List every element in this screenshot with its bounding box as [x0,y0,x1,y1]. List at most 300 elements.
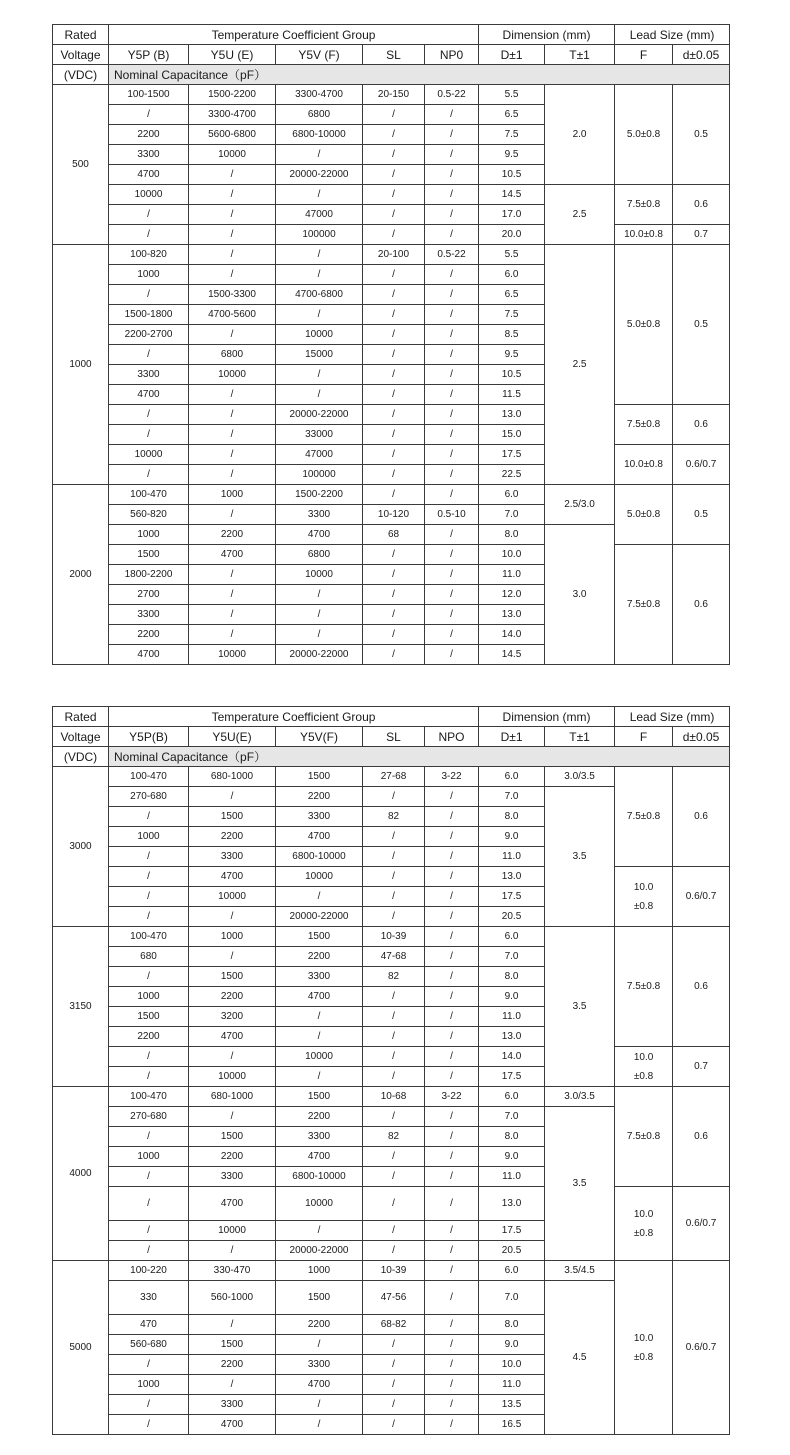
d-dimension-cell: 8.0 [479,807,545,827]
y5u-cell: 10000 [189,145,276,165]
y5p-cell: / [109,425,189,445]
y5u-cell: 3300-4700 [189,105,276,125]
d-dimension-cell: 9.0 [479,1147,545,1167]
lead-d-cell: 0.6/0.7 [673,867,730,927]
y5v-cell: / [276,245,363,265]
sl-cell: / [363,1167,425,1187]
column-header-lead-d: d±0.05 [673,45,730,65]
sl-cell: / [363,605,425,625]
y5p-cell: / [109,907,189,927]
y5u-cell: 1500-2200 [189,85,276,105]
y5p-cell: / [109,807,189,827]
rated-label: Rated [53,25,109,45]
np0-cell: / [425,1261,479,1281]
d-dimension-cell: 6.5 [479,105,545,125]
y5v-cell: / [276,1415,363,1435]
sl-cell: / [363,1221,425,1241]
y5v-cell: 15000 [276,345,363,365]
np0-cell: / [425,585,479,605]
y5v-cell: 4700 [276,987,363,1007]
y5p-cell: / [109,887,189,907]
d-dimension-cell: 10.0 [479,545,545,565]
y5p-cell: 2200-2700 [109,325,189,345]
y5u-cell: / [189,385,276,405]
y5v-cell: / [276,145,363,165]
y5v-cell: 3300 [276,1127,363,1147]
np0-cell: / [425,225,479,245]
d-dimension-cell: 14.0 [479,1047,545,1067]
sl-cell: / [363,425,425,445]
y5v-cell: 20000-22000 [276,405,363,425]
y5u-cell: 1000 [189,485,276,505]
d-dimension-cell: 8.5 [479,325,545,345]
sl-cell: 47-56 [363,1281,425,1315]
capacitor-spec-table-1 [52,24,730,665]
y5u-cell: 1000 [189,927,276,947]
d-dimension-cell: 17.5 [479,1221,545,1241]
y5p-cell: 3300 [109,145,189,165]
lead-f-cell: 10.0 ±0.8 [615,1261,673,1435]
sl-cell: 68 [363,525,425,545]
column-header-sl: SL [363,727,425,747]
y5v-cell: 2200 [276,1107,363,1127]
column-header-y5u: Y5U (E) [189,45,276,65]
lead-d-cell: 0.6/0.7 [673,1261,730,1435]
y5u-cell: 1500 [189,967,276,987]
y5v-cell: 4700 [276,827,363,847]
y5u-cell: / [189,445,276,465]
lead-f-cell: 7.5±0.8 [615,1087,673,1187]
y5v-cell: 47000 [276,445,363,465]
d-dimension-cell: 6.0 [479,265,545,285]
y5p-cell: 10000 [109,185,189,205]
dimension-header: Dimension (mm) [479,707,615,727]
y5v-cell: 1500 [276,1281,363,1315]
column-header-sl: SL [363,45,425,65]
sl-cell: 20-100 [363,245,425,265]
y5v-cell: / [276,1395,363,1415]
y5v-cell: 3300 [276,807,363,827]
d-dimension-cell: 6.0 [479,1261,545,1281]
table-row [53,225,730,245]
d-dimension-cell: 17.5 [479,1067,545,1087]
lead-f-cell: 7.5±0.8 [615,927,673,1047]
y5u-cell: / [189,505,276,525]
d-dimension-cell: 7.5 [479,305,545,325]
np0-cell: / [425,565,479,585]
y5p-cell: / [109,105,189,125]
d-dimension-cell: 14.5 [479,645,545,665]
y5v-cell: 4700 [276,1147,363,1167]
y5u-cell: / [189,265,276,285]
y5v-cell: 4700 [276,525,363,545]
sl-cell: / [363,585,425,605]
y5p-cell: 100-220 [109,1261,189,1281]
y5p-cell: 1000 [109,525,189,545]
column-header-t: T±1 [545,727,615,747]
table-row [53,767,730,787]
np0-cell: / [425,847,479,867]
y5v-cell: 47000 [276,205,363,225]
d-dimension-cell: 9.5 [479,145,545,165]
d-dimension-cell: 13.5 [479,1395,545,1415]
np0-cell: / [425,1241,479,1261]
np0-cell: / [425,1281,479,1315]
d-dimension-cell: 9.0 [479,827,545,847]
y5v-cell: 6800-10000 [276,125,363,145]
lead-f-cell: 10.0±0.8 [615,445,673,485]
y5u-cell: 10000 [189,1067,276,1087]
voltage-label: Voltage [53,727,109,747]
sl-cell: / [363,185,425,205]
lead-f-cell: 7.5±0.8 [615,767,673,867]
d-dimension-cell: 13.0 [479,605,545,625]
table-row [53,545,730,565]
d-dimension-cell: 5.5 [479,85,545,105]
y5p-cell: 100-470 [109,485,189,505]
y5p-cell: 1000 [109,265,189,285]
y5u-cell: / [189,1375,276,1395]
d-dimension-cell: 20.5 [479,1241,545,1261]
y5p-cell: 2200 [109,625,189,645]
d-dimension-cell: 6.0 [479,927,545,947]
y5p-cell: 100-470 [109,1087,189,1107]
lead-f-cell: 10.0 ±0.8 [615,1047,673,1087]
d-dimension-cell: 7.0 [479,947,545,967]
y5v-cell: 1000 [276,1261,363,1281]
np0-cell: / [425,425,479,445]
y5v-cell: 10000 [276,565,363,585]
sl-cell: / [363,465,425,485]
y5p-cell: / [109,1221,189,1241]
y5p-cell: / [109,967,189,987]
sl-cell: / [363,105,425,125]
y5v-cell: 1500 [276,927,363,947]
sl-cell: / [363,485,425,505]
t-dimension-cell: 2.5 [545,245,615,485]
np0-cell: 0.5-22 [425,85,479,105]
y5u-cell: / [189,245,276,265]
sl-cell: / [363,1067,425,1087]
d-dimension-cell: 17.0 [479,205,545,225]
np0-cell: / [425,1047,479,1067]
y5v-cell: 20000-22000 [276,907,363,927]
d-dimension-cell: 11.5 [479,385,545,405]
y5u-cell: / [189,165,276,185]
d-dimension-cell: 9.0 [479,1335,545,1355]
y5v-cell: 3300 [276,967,363,987]
y5u-cell: 3300 [189,847,276,867]
sl-cell: / [363,625,425,645]
rated-voltage-cell: 3000 [53,767,109,927]
sl-cell: 82 [363,807,425,827]
d-dimension-cell: 13.0 [479,405,545,425]
np0-cell: / [425,987,479,1007]
d-dimension-cell: 15.0 [479,425,545,445]
np0-cell: / [425,105,479,125]
sl-cell: / [363,545,425,565]
d-dimension-cell: 6.0 [479,485,545,505]
d-dimension-cell: 9.0 [479,987,545,1007]
y5p-cell: 2700 [109,585,189,605]
y5u-cell: 6800 [189,345,276,365]
y5p-cell: 1500-1800 [109,305,189,325]
d-dimension-cell: 20.0 [479,225,545,245]
y5p-cell: 3300 [109,365,189,385]
sl-cell: 47-68 [363,947,425,967]
rated-label: Rated [53,707,109,727]
lead-d-cell: 0.7 [673,225,730,245]
sl-cell: / [363,285,425,305]
y5u-cell: / [189,185,276,205]
lead-d-cell: 0.5 [673,85,730,185]
y5v-cell: 1500-2200 [276,485,363,505]
y5u-cell: / [189,585,276,605]
np0-cell: / [425,1147,479,1167]
rated-voltage-cell: 500 [53,85,109,245]
table-row [53,1047,730,1067]
temperature-group-header: Temperature Coefficient Group [109,25,479,45]
sl-cell: 10-39 [363,1261,425,1281]
y5u-cell: 2200 [189,827,276,847]
d-dimension-cell: 6.0 [479,767,545,787]
column-header-y5p: Y5P(B) [109,727,189,747]
y5u-cell: / [189,605,276,625]
y5v-cell: 20000-22000 [276,645,363,665]
np0-cell: / [425,1187,479,1221]
y5v-cell: 6800-10000 [276,847,363,867]
y5p-cell: / [109,1395,189,1415]
lead-d-cell: 0.6/0.7 [673,1187,730,1261]
y5u-cell: 10000 [189,365,276,385]
y5p-cell: 1000 [109,827,189,847]
sl-cell: / [363,385,425,405]
rated-voltage-cell: 2000 [53,485,109,665]
d-dimension-cell: 8.0 [479,967,545,987]
np0-cell: / [425,1221,479,1241]
table-row [53,85,730,105]
y5p-cell: / [109,867,189,887]
lead-f-cell: 5.0±0.8 [615,245,673,405]
column-header-y5v: Y5V(F) [276,727,363,747]
np0-cell: / [425,645,479,665]
y5v-cell: 6800 [276,105,363,125]
lead-f-cell: 7.5±0.8 [615,405,673,445]
y5v-cell: / [276,1067,363,1087]
y5p-cell: 1000 [109,987,189,1007]
column-header-f: F [615,727,673,747]
y5v-cell: / [276,1335,363,1355]
d-dimension-cell: 14.0 [479,625,545,645]
np0-cell: / [425,205,479,225]
y5u-cell: 3300 [189,1167,276,1187]
y5p-cell: 270-680 [109,787,189,807]
np0-cell: / [425,1395,479,1415]
y5p-cell: / [109,1067,189,1087]
d-dimension-cell: 17.5 [479,445,545,465]
y5u-cell: / [189,565,276,585]
vdc-label: (VDC) [53,747,109,767]
y5p-cell: / [109,1127,189,1147]
np0-cell: / [425,165,479,185]
d-dimension-cell: 13.0 [479,1027,545,1047]
y5u-cell: 3200 [189,1007,276,1027]
sl-cell: / [363,867,425,887]
d-dimension-cell: 13.0 [479,1187,545,1221]
np0-cell: / [425,625,479,645]
np0-cell: / [425,325,479,345]
d-dimension-cell: 14.5 [479,185,545,205]
np0-cell: / [425,305,479,325]
y5v-cell: 20000-22000 [276,165,363,185]
t-dimension-cell: 2.5 [545,185,615,245]
np0-cell: / [425,145,479,165]
y5u-cell: 680-1000 [189,767,276,787]
t-dimension-cell: 4.5 [545,1281,615,1435]
y5v-cell: / [276,185,363,205]
y5u-cell: 1500-3300 [189,285,276,305]
y5u-cell: 2200 [189,1147,276,1167]
sl-cell: 20-150 [363,85,425,105]
y5p-cell: / [109,405,189,425]
y5v-cell: 100000 [276,225,363,245]
sl-cell: / [363,1027,425,1047]
column-header-y5u: Y5U(E) [189,727,276,747]
table-row [53,1087,730,1107]
d-dimension-cell: 20.5 [479,907,545,927]
d-dimension-cell: 13.0 [479,867,545,887]
y5p-cell: 4700 [109,385,189,405]
y5v-cell: 20000-22000 [276,1241,363,1261]
lead-d-cell: 0.5 [673,245,730,405]
y5u-cell: / [189,947,276,967]
y5v-cell: / [276,365,363,385]
sl-cell: / [363,305,425,325]
sl-cell: 27-68 [363,767,425,787]
np0-cell: / [425,1355,479,1375]
sl-cell: / [363,565,425,585]
np0-cell: / [425,125,479,145]
d-dimension-cell: 11.0 [479,1007,545,1027]
lead-f-cell: 5.0±0.8 [615,85,673,185]
lead-d-cell: 0.6 [673,185,730,225]
y5v-cell: / [276,625,363,645]
y5u-cell: / [189,1241,276,1261]
y5u-cell: / [189,425,276,445]
vdc-label: (VDC) [53,65,109,85]
y5u-cell: / [189,405,276,425]
y5v-cell: 100000 [276,465,363,485]
y5u-cell: / [189,625,276,645]
column-header-d: D±1 [479,45,545,65]
np0-cell: / [425,1375,479,1395]
sl-cell: / [363,1107,425,1127]
y5v-cell: 3300 [276,505,363,525]
np0-cell: / [425,907,479,927]
y5p-cell: / [109,1187,189,1221]
t-dimension-cell: 3.5 [545,927,615,1087]
temperature-group-header: Temperature Coefficient Group [109,707,479,727]
y5p-cell: 100-470 [109,927,189,947]
lead-d-cell: 0.6 [673,405,730,445]
y5v-cell: 3300 [276,1355,363,1375]
np0-cell: / [425,185,479,205]
column-header-d: D±1 [479,727,545,747]
table-row [53,405,730,425]
np0-cell: / [425,605,479,625]
np0-cell: / [425,265,479,285]
y5v-cell: 4700-6800 [276,285,363,305]
sl-cell: / [363,1375,425,1395]
d-dimension-cell: 17.5 [479,887,545,907]
y5u-cell: / [189,225,276,245]
lead-d-cell: 0.7 [673,1047,730,1087]
y5v-cell: 10000 [276,867,363,887]
d-dimension-cell: 10.5 [479,365,545,385]
y5u-cell: 330-470 [189,1261,276,1281]
rated-voltage-cell: 1000 [53,245,109,485]
d-dimension-cell: 7.5 [479,125,545,145]
y5v-cell: / [276,887,363,907]
y5p-cell: 270-680 [109,1107,189,1127]
y5v-cell: 6800-10000 [276,1167,363,1187]
y5v-cell: / [276,1007,363,1027]
np0-cell: / [425,525,479,545]
sl-cell: / [363,1147,425,1167]
np0-cell: / [425,867,479,887]
t-dimension-cell: 2.0 [545,85,615,185]
y5u-cell: 2200 [189,987,276,1007]
sl-cell: / [363,405,425,425]
y5p-cell: 4700 [109,165,189,185]
y5u-cell: 10000 [189,887,276,907]
column-header-t: T±1 [545,45,615,65]
lead-d-cell: 0.6 [673,1087,730,1187]
y5p-cell: / [109,1355,189,1375]
sl-cell: / [363,125,425,145]
y5p-cell: 1000 [109,1147,189,1167]
np0-cell: / [425,967,479,987]
sl-cell: / [363,1335,425,1355]
d-dimension-cell: 11.0 [479,1375,545,1395]
sl-cell: / [363,847,425,867]
sl-cell: / [363,987,425,1007]
y5u-cell: 1500 [189,1335,276,1355]
y5u-cell: 4700-5600 [189,305,276,325]
rated-voltage-cell: 4000 [53,1087,109,1261]
y5p-cell: 1000 [109,1375,189,1395]
lead-f-cell: 10.0 ±0.8 [615,867,673,927]
y5u-cell: 4700 [189,1027,276,1047]
t-dimension-cell: 3.0/3.5 [545,767,615,787]
sl-cell: / [363,205,425,225]
d-dimension-cell: 22.5 [479,465,545,485]
table-row [53,445,730,465]
y5u-cell: 4700 [189,867,276,887]
sl-cell: / [363,445,425,465]
y5u-cell: 2200 [189,525,276,545]
column-header-lead-d: d±0.05 [673,727,730,747]
y5v-cell: 3300-4700 [276,85,363,105]
y5p-cell: 1500 [109,1007,189,1027]
lead-d-cell: 0.6/0.7 [673,445,730,485]
np0-cell: 3-22 [425,1087,479,1107]
y5v-cell: 10000 [276,325,363,345]
y5v-cell: 2200 [276,787,363,807]
y5p-cell: / [109,847,189,867]
y5u-cell: / [189,1047,276,1067]
t-dimension-cell: 3.5 [545,1107,615,1261]
